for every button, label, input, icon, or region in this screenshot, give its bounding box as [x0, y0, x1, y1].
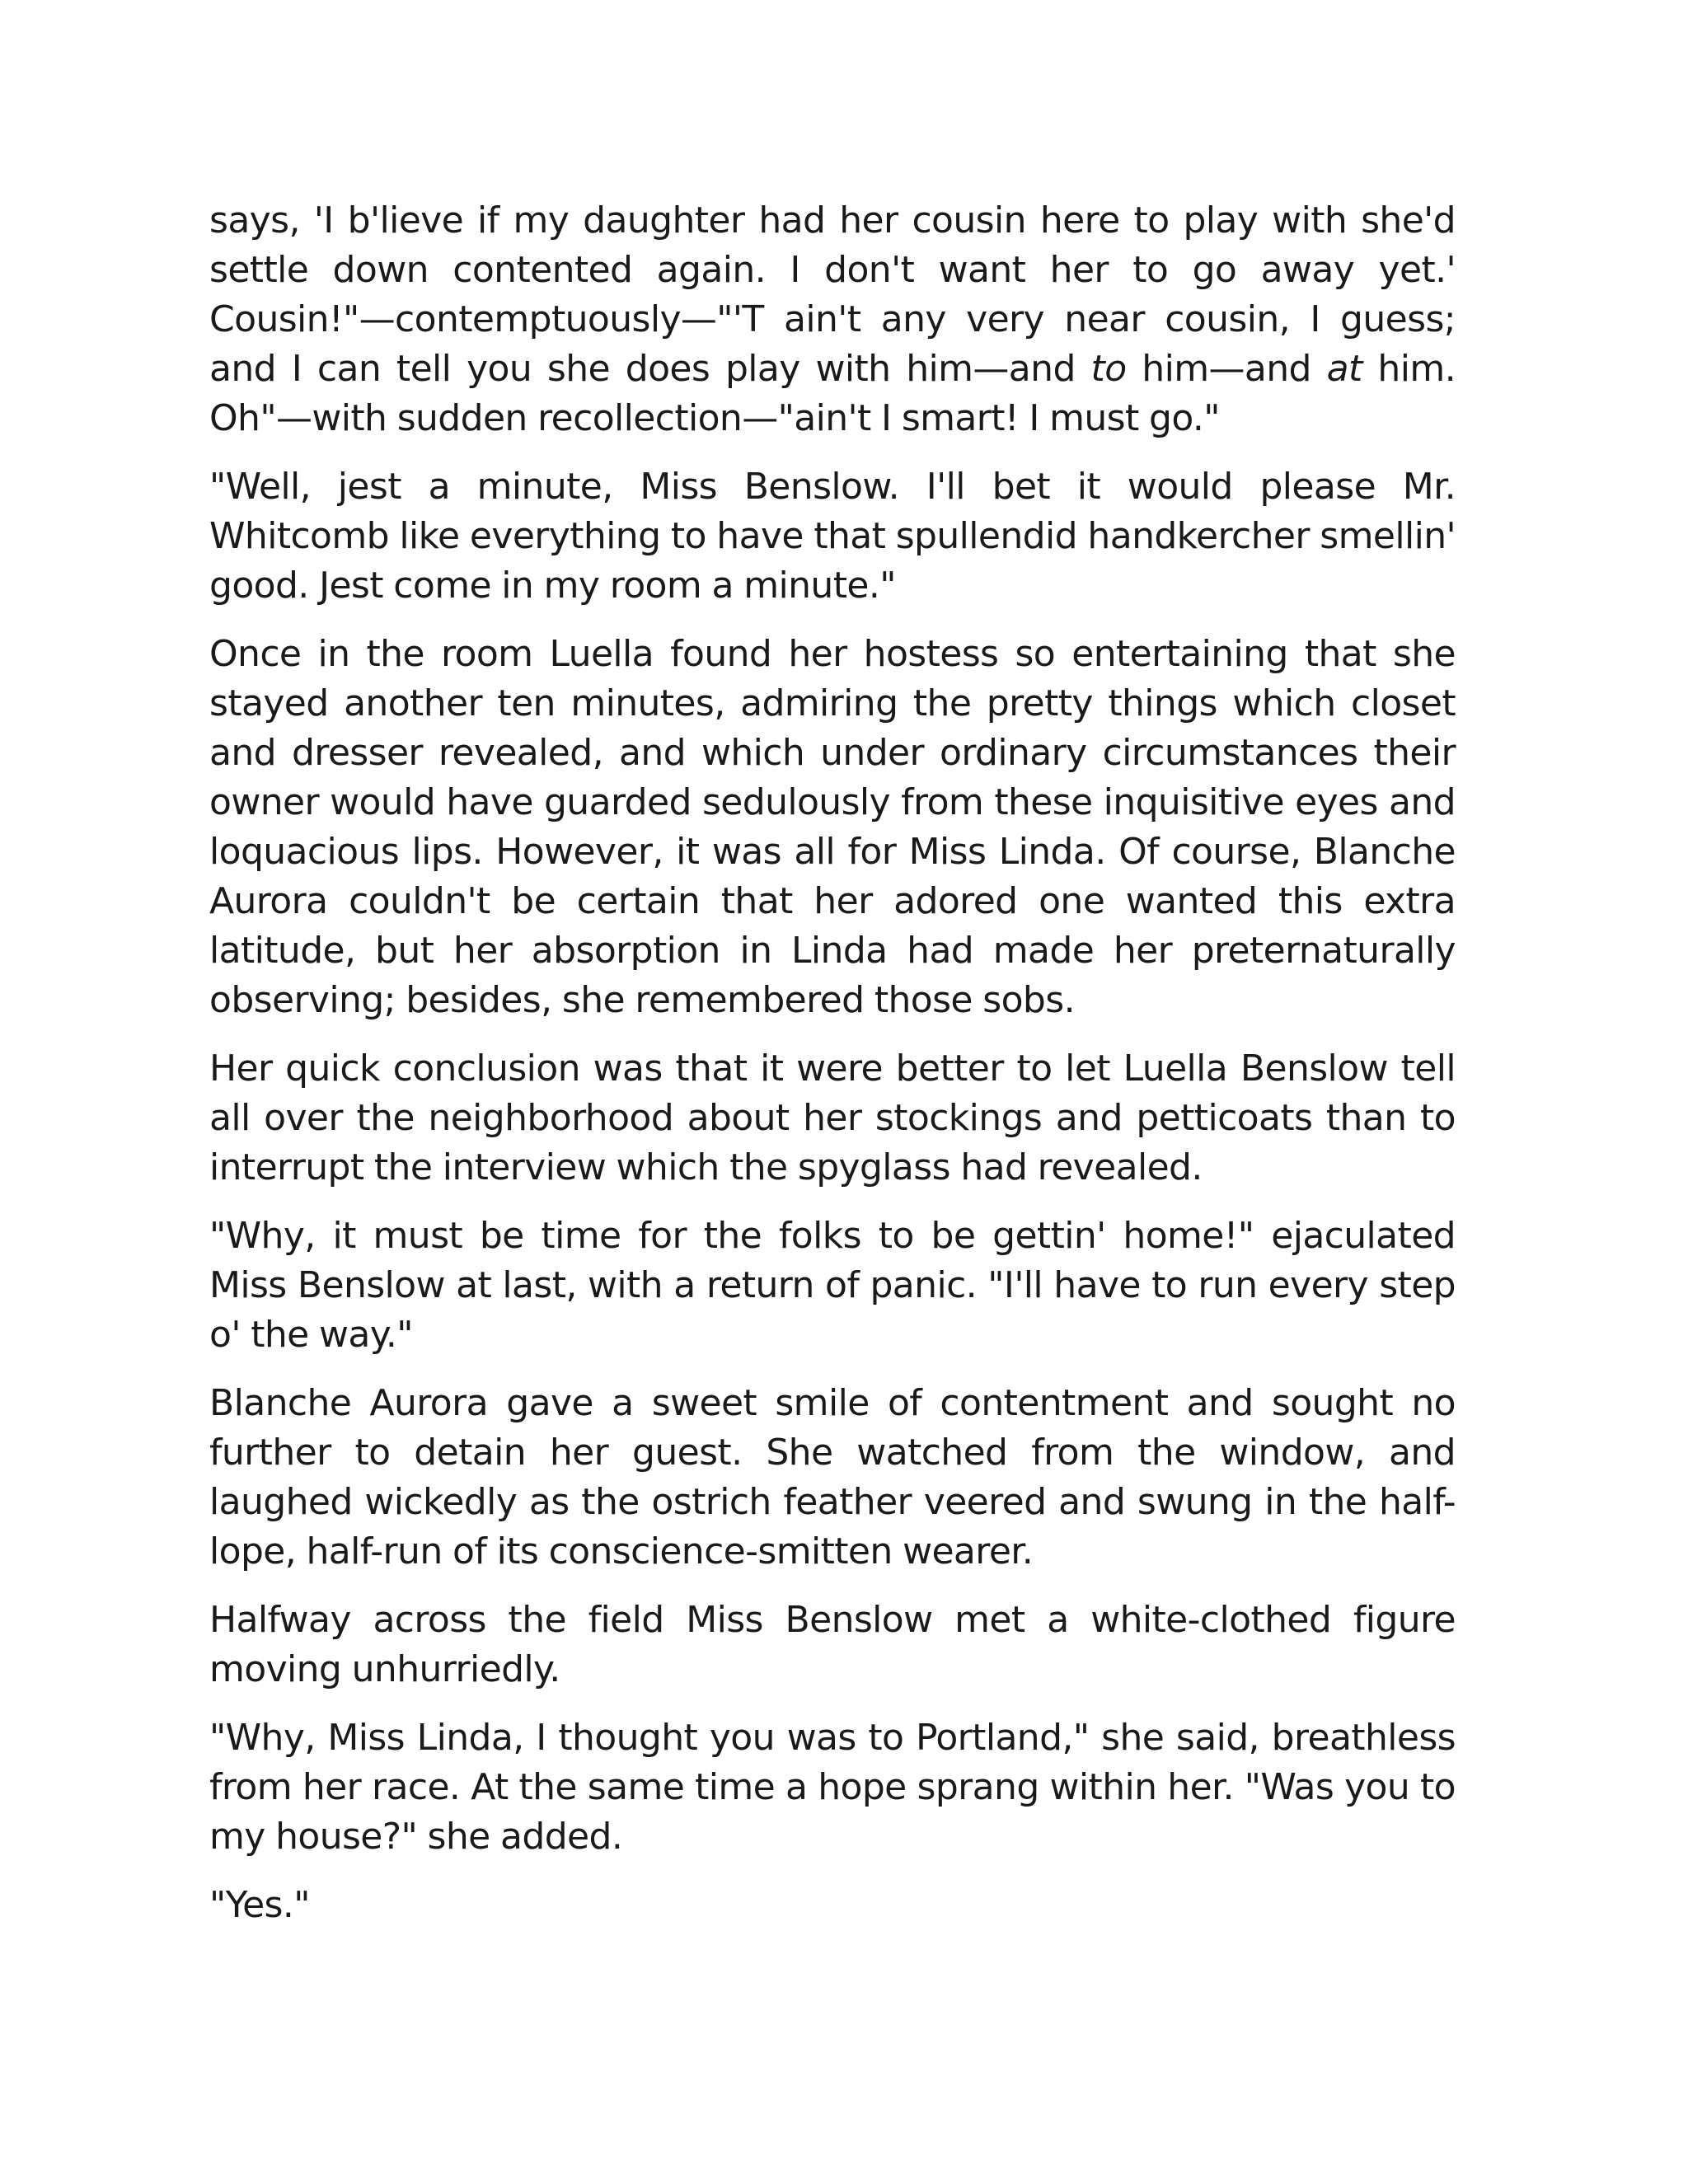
paragraph-1-text-1: says, 'I b'lieve if my daughter had her cousin here to play with she'd settle down contented again. I don't want her to go away yet.' Cousin!"—contemptuously—"'T ain't any very near cousin, I guess; and I can tell you she does play with him—and [209, 199, 1456, 390]
paragraph-7-text: Halfway across the field Miss Benslow met a white-clothed figure moving unhurriedly. [209, 1599, 1456, 1690]
paragraph-2-text: "Well, jest a minute, Miss Benslow. I'll bet it would please Mr. Whitcomb like everything to have that spullendid handkercher smellin' good. Jest come in my room a minute." [209, 466, 1456, 607]
paragraph-9 [209, 1881, 1456, 1930]
paragraph-4-text: Her quick conclusion was that it were better to let Luella Benslow tell all over the neighborhood about her stockings and petticoats than to interrupt the interview which the spyglass had revealed. [209, 1047, 1456, 1188]
paragraph-5 [209, 1212, 1456, 1360]
page-body [209, 196, 1456, 1949]
paragraph-1-text-2: him—and [1126, 348, 1327, 390]
paragraph-8 [209, 1713, 1456, 1862]
paragraph-5-text: "Why, it must be time for the folks to be gettin' home!" ejaculated Miss Benslow at last, with a return of panic. "I'll have to run every step o' the way." [209, 1215, 1456, 1356]
paragraph-8-text: "Why, Miss Linda, I thought you was to Portland," she said, breathless from her race. At the same time a hope sprang within her. "Was you to my house?" she added. [209, 1717, 1456, 1858]
paragraph-1-italic-at: at [1326, 348, 1362, 390]
paragraph-3-text: Once in the room Luella found her hostess so entertaining that she stayed another ten minutes, admiring the pretty things which closet and dresser revealed, and which under ordinary circumstances their owner would have guarded sedulously from these inquisitive eyes and loquacious lips. However, it was all for Miss Linda. Of course, Blanche Aurora couldn't be certain that her adored one wanted this extra latitude, but her absorption in Linda had made her preternaturally observing; besides, she remembered those sobs. [209, 633, 1456, 1021]
paragraph-6-text: Blanche Aurora gave a sweet smile of contentment and sought no further to detain her guest. She watched from the window, and laughed wickedly as the ostrich feather veered and swung in the half-lope, half-run of its conscience-smitten wearer. [209, 1382, 1456, 1572]
paragraph-3 [209, 630, 1456, 1025]
paragraph-1-italic-to: to [1090, 348, 1127, 390]
paragraph-1-text-3: him. Oh"—with sudden recollection—"ain't I smart! I must go." [209, 348, 1456, 439]
paragraph-1 [209, 196, 1456, 443]
paragraph-9-text: "Yes." [209, 1884, 310, 1926]
paragraph-2 [209, 462, 1456, 611]
paragraph-7 [209, 1596, 1456, 1694]
paragraph-6 [209, 1379, 1456, 1577]
paragraph-4 [209, 1044, 1456, 1193]
